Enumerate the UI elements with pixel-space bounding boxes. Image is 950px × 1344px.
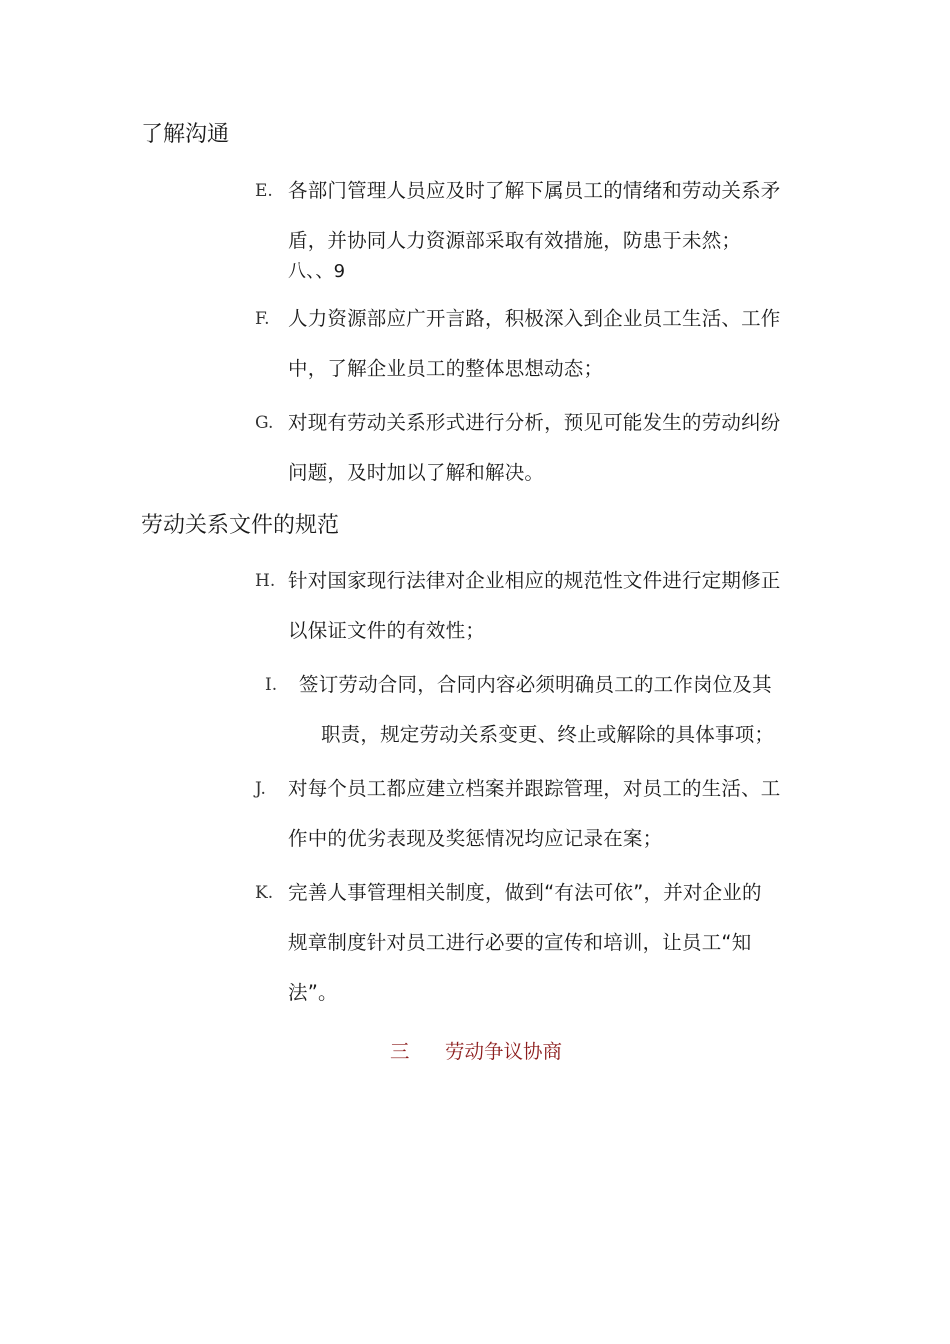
item-marker-j: J. [255, 779, 266, 799]
heading-documents: 劳动关系文件的规范 [141, 513, 340, 538]
item-k-line-2: 规章制度针对员工进行必要的宣传和培训，让员工“知 [288, 931, 752, 954]
item-h-line-2: 以保证文件的有效性； [288, 619, 486, 642]
item-marker-h: H. [255, 571, 276, 591]
item-marker-e: E. [255, 181, 273, 201]
item-marker-f: F. [255, 309, 270, 329]
item-marker-k: K. [255, 883, 274, 903]
heading-communication: 了解沟通 [141, 122, 230, 147]
item-g-line-2: 问题，及时加以了解和解决。 [288, 461, 545, 484]
item-i-line-2: 职责，规定劳动关系变更、终止或解除的具体事项； [321, 723, 775, 746]
item-j-line-1: 对每个员工都应建立档案并跟踪管理，对员工的生活、工 [288, 777, 781, 800]
item-k-line-3: 法”。 [288, 981, 338, 1004]
item-g-line-1: 对现有劳动关系形式进行分析，预见可能发生的劳动纠纷 [288, 411, 781, 434]
item-marker-i: I. [265, 675, 278, 695]
item-e-line-2: 盾，并协同人力资源部采取有效措施，防患于未然； [288, 229, 742, 252]
item-e-stray-text: 八、、9 [288, 261, 346, 282]
item-h-line-1: 针对国家现行法律对企业相应的规范性文件进行定期修正 [288, 569, 781, 592]
item-j-line-2: 作中的优劣表现及奖惩情况均应记录在案； [288, 827, 663, 850]
section-number: 三 [390, 1040, 410, 1063]
item-f-line-1: 人力资源部应广开言路，积极深入到企业员工生活、工作 [288, 307, 781, 330]
item-k-line-1: 完善人事管理相关制度，做到“有法可依”，并对企业的 [288, 881, 762, 904]
section-title: 劳动争议协商 [445, 1040, 563, 1063]
item-i-line-1: 签订劳动合同，合同内容必须明确员工的工作岗位及其 [299, 673, 772, 696]
item-marker-g: G. [255, 413, 274, 433]
item-f-line-2: 中，了解企业员工的整体思想动态； [288, 357, 604, 380]
item-e-line-1: 各部门管理人员应及时了解下属员工的情绪和劳动关系矛 [288, 179, 781, 202]
